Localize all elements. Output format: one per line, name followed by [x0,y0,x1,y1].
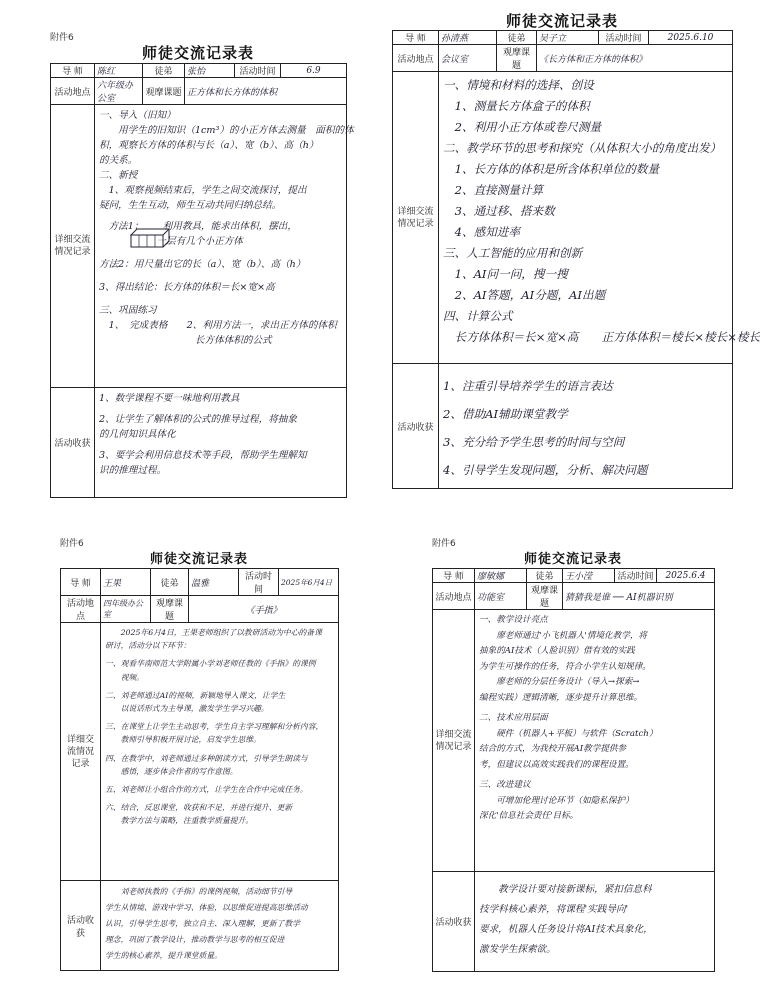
attachment-label: 附件6 [432,539,456,549]
detail-line: 一、情境和材料的选择、创设 [443,78,594,92]
detail-line: 四、在教学中，刘老师通过多种朗读方式，引导学生朗读与 [105,753,308,763]
time-label: 活动时间 [235,64,281,78]
mentor-label: 导 师 [61,569,101,596]
detail-line: 廖老师通过'小飞机器人'情境化教学，将 [479,630,648,641]
time-label: 活动时间 [615,569,657,583]
attachment-label: 附件6 [60,539,84,549]
record-table [60,568,339,971]
apprentice-label: 徒弟 [151,569,189,596]
record-sheet-4 [432,536,714,955]
detail-line: 长方体体积的公式 [99,335,272,346]
detail-line: 六、结合，反思课堂，收获和不足，并进行提升、更新 [105,803,293,813]
detail-line: 一、观看华南师范大学附属小学刘老师任教的《手指》的课例 [105,659,316,669]
mentor-label: 导 师 [393,31,439,45]
detail-line: 抽象的AI技术（人脸识别）借有效的实践 [479,646,635,656]
record-table [392,30,760,489]
detail-line: 结合的方式，为我校开展AI教学提供参 [479,744,627,754]
gain-line: 1、数学课程不要一味地利用教具 [99,393,240,404]
mentor-name: 王果 [101,569,151,596]
gain-line: 3、要学会利用信息技术等手段，帮助学生理解知 [99,450,307,461]
detail-line: 1、AI问一问，搜一搜 [443,267,568,281]
gains-label: 活动收获 [393,364,439,489]
gains-record [101,881,339,971]
observed-topic: 《长方体和正方体的体积》 [537,45,733,72]
time-label: 活动时间 [599,31,649,45]
activity-time: 2025年6月4日 [279,569,339,596]
topic-label: 观摩课题 [151,596,189,623]
sheet-title: 师徒交流记录表 [505,12,618,30]
apprentice-label: 徒弟 [497,31,537,45]
gain-line: 激发学生探索欲。 [479,944,556,955]
detail-label: 详细交流情况记录 [61,623,101,881]
gains-record [439,364,733,489]
activity-place: 功能室 [475,583,527,610]
mentor-label: 导 师 [433,569,475,583]
place-label: 活动地点 [61,596,101,623]
detail-line: 1、观察视频结束后，学生之间交流探讨，提出 [99,185,307,196]
gains-record [95,388,347,498]
place-label: 活动地点 [433,583,475,610]
detail-line: 2、直接测量计算 [443,183,544,197]
detail-line: 3、得出结论：长方体的体积＝长×宽×高 [99,282,275,293]
detail-record [101,623,339,881]
apprentice-name: 王小滢 [563,569,615,583]
observed-topic: 正方体和长方体的体积 [185,78,347,105]
apprentice-name: 温雅 [189,569,239,596]
detail-line: 硬件（机器人+平板）与软件（Scratch） [479,728,658,739]
method-one-block [99,219,342,249]
record-sheet-2 [392,6,760,486]
detail-line: 2025年6月4日，王果老师组织了以教研活动为中心的备课 [105,628,322,637]
detail-line: 1、 完成表格 2、利用方法一，求出正方体的体积 [99,320,337,331]
detail-line: 可增加伦理讨论环节（如隐私保护） [479,795,634,806]
apprentice-name: 吴子立 [537,31,599,45]
sheet-title: 师徒交流记录表 [141,44,254,62]
gain-line: 刘老师执教的《手指》的课例视频，活动细节引导 [105,887,293,896]
detail-line: 一、导入（旧知） [99,110,176,121]
topic-label: 观摩课题 [497,45,537,72]
gain-line: 2、借助AI辅助课堂教学 [443,407,568,421]
detail-label: 详细交流情况记录 [393,72,439,364]
place-label: 活动地点 [393,45,439,72]
place-label: 活动地点 [51,78,95,105]
detail-label: 详细交流情况记录 [433,610,475,872]
record-sheet-3 [60,536,338,960]
activity-time: 2025.6.4 [657,569,715,583]
activity-place: 六年级办公室 [95,78,143,105]
detail-line: 五、刘老师让小组合作的方式，让学生在合作中完成任务。 [105,785,308,795]
gain-line: 3、充分给予学生思考的时间与空间 [443,435,625,449]
gain-line: 的几何知识具体化 [99,429,176,440]
detail-record [475,610,715,872]
detail-line: 方法2：用尺量出它的长（a）、宽（b）、高（h） [99,259,306,270]
detail-line: 廖老师的分层任务设计（导入→探索→ [479,677,640,687]
detail-line: 长方体体积＝长×宽×高 正方体体积＝棱长×棱长×棱长 [443,330,760,344]
observed-topic: 《手指》 [189,596,339,623]
gain-line: 2、让学生了解体积的公式的推导过程，将抽象 [99,414,297,425]
detail-line: 三、在课堂上让学生主动思考，学生自主学习理解和分析内容， [105,722,324,732]
detail-line: 二、教学环节的思考和探究（从体积大小的角度出发） [443,141,722,155]
topic-label: 观摩课题 [143,78,185,105]
gains-label: 活动收获 [433,872,475,972]
detail-line: 三、改进建议 [479,780,531,790]
detail-line: 为学生可操作的任务，符合小学生认知规律。 [479,661,651,672]
activity-place: 四年级办公室 [101,596,151,623]
observed-topic: 猜猜我是谁 ── AI机器识别 [563,583,715,610]
detail-line [99,249,342,257]
topic-label: 观摩课题 [527,583,563,610]
detail-line: 教学方法与策略，注重教学质量提升。 [105,816,254,826]
detail-line: 深化'信息社会责任'目标。 [479,811,579,821]
gain-line: 学生从情境、游戏中学习、体验，以思维促进提高思维活动 [105,903,308,912]
record-sheet-1 [50,30,354,490]
gain-line: 认识，引导学生思考，独立自主、深入理解，更新了教学 [105,919,300,928]
detail-line: 三、巩固练习 [99,305,157,316]
gain-line: 理念，巩固了教学设计，推动教学与思考的相互促进 [105,935,285,944]
detail-line: 一层有几个小正方体 [99,236,243,247]
gains-record [475,872,715,972]
detail-line: 4、感知进率 [443,225,520,239]
mentor-name: 廖敏娜 [475,569,527,583]
activity-time: 6.9 [281,64,347,78]
detail-line: 2、利用小正方体或卷尺测量 [443,120,602,134]
gain-line: 识的推理过程。 [99,465,167,476]
detail-line: 3、通过移、搭来数 [443,204,555,218]
gain-line: 技学科核心素养，将课程'实践导向' [479,904,629,915]
mentor-name: 孙清燕 [439,31,497,45]
detail-label: 详细交流情况记录 [51,105,95,388]
detail-line: 积，观察长方体的体积与长（a）、宽（b）、高（h） [99,140,319,151]
attachment-label: 附件6 [50,33,74,43]
detail-line: 研讨，活动分以下环节： [105,641,191,651]
detail-line [99,295,342,303]
mentor-label: 导 师 [51,64,95,78]
record-table [432,568,715,972]
detail-line: 编程实践）逻辑清晰，逐步提升计算思维。 [479,692,643,703]
detail-line [99,272,342,280]
gain-line: 4、引导学生发现问题，分析、解决问题 [443,463,648,477]
detail-line: 1、测量长方体盒子的体积 [443,99,590,113]
apprentice-name: 张怡 [185,64,235,78]
detail-record [95,105,354,388]
apprentice-label: 徒弟 [143,64,185,78]
detail-line: 2、AI答题，AI分题，AI出题 [443,288,606,302]
detail-line: 方法1： 利用教具，能求出体积，摆出， [99,221,297,232]
gain-line: 1、注重引导培养学生的语言表达 [443,379,613,393]
detail-line: 教师引导积极开展讨论，启发学生思维。 [105,735,261,745]
detail-line: 感悟，逐步体会作者的写作意图。 [105,766,238,776]
detail-line: 二、技术应用层面 [479,713,548,723]
activity-place: 会议室 [439,45,497,72]
gain-line: 要求，机器人任务设计将AI技术具象化， [479,924,653,935]
sheet-title: 师徒交流记录表 [149,552,248,567]
detail-line: 以说话形式为主导课，激发学生学习兴趣。 [105,704,269,714]
detail-line: 疑问，生生互动，师生互动共同归纳总结。 [99,200,282,211]
detail-line: 二、新授 [99,170,138,181]
gains-label: 活动收获 [61,881,101,971]
detail-line: 二、刘老师通过AI的视频，新颖地导入课文，让学生 [105,690,286,700]
detail-line: 考，但建议以高效实践我们的课程设置。 [479,759,634,770]
detail-line: 三、人工智能的应用和创新 [443,246,583,260]
activity-time: 2025.6.10 [649,31,733,45]
detail-line: 用学生的旧知识（1cm³）的小正方体去测量 面积的体 [99,125,354,136]
detail-line: 1、长方体的体积是所含体积单位的数量 [443,162,660,176]
gain-line: 教学设计要对接新课标，紧扣信息科 [479,884,652,895]
time-label: 活动时间 [239,569,279,596]
detail-record [439,72,760,364]
record-table [50,63,354,498]
apprentice-label: 徒弟 [527,569,563,583]
sheet-title: 师徒交流记录表 [523,552,622,567]
detail-line: 一、教学设计亮点 [479,615,548,625]
gains-label: 活动收获 [51,388,95,498]
detail-line: 的关系。 [99,155,138,166]
gain-line: 学生的核心素养，提升课堂质量。 [105,951,222,960]
detail-line: 视频。 [105,672,144,682]
mentor-name: 陈红 [95,64,143,78]
detail-line: 四、计算公式 [443,309,513,323]
